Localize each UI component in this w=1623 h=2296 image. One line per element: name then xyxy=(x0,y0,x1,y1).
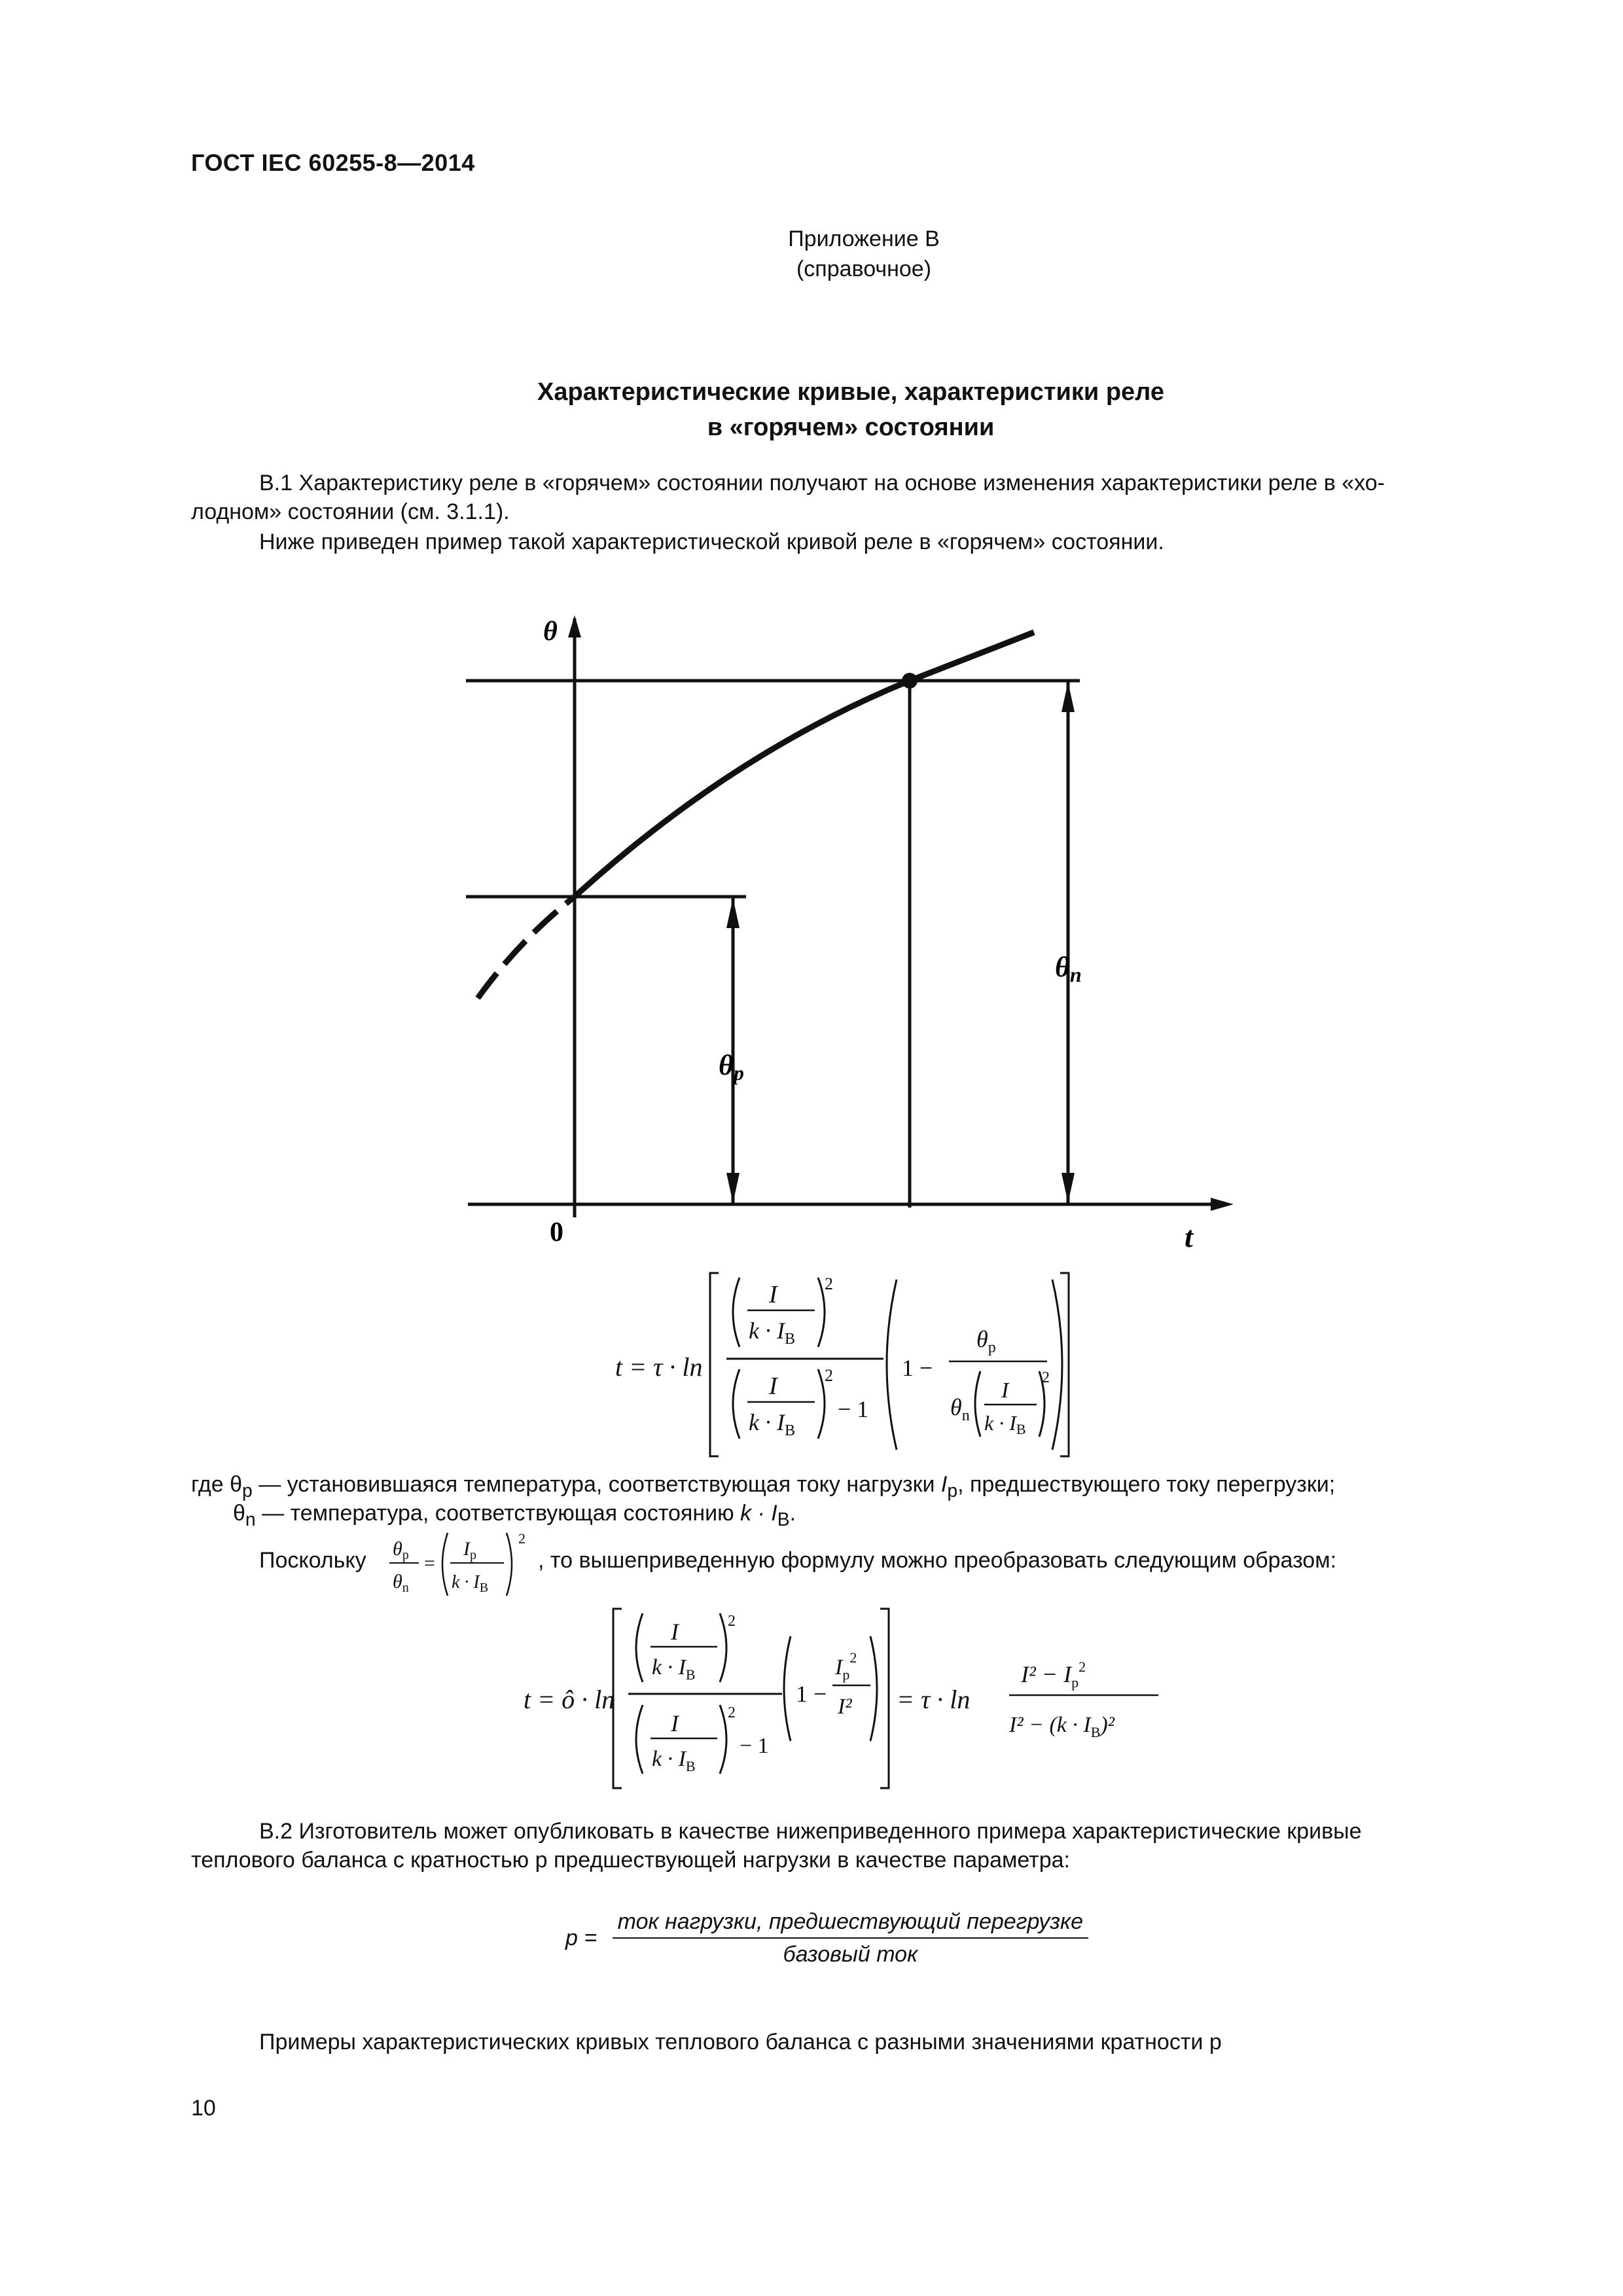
formula2-den-I: I xyxy=(671,1710,679,1736)
formula2-den-sq: 2 xyxy=(728,1704,736,1721)
formula1-den-sq: 2 xyxy=(825,1366,833,1385)
where-theta-p-symbol: где θ xyxy=(191,1472,242,1497)
page-number: 10 xyxy=(191,2096,216,2121)
p-numerator: ток нагрузки, предшествующий перегрузке xyxy=(613,1906,1088,1939)
p-fraction xyxy=(613,1906,1088,1970)
where-theta-n-text: — температура, соответствующая состоянию xyxy=(255,1501,741,1526)
formula1-inner-sq: 2 xyxy=(1042,1369,1050,1386)
formula1-num-I: I xyxy=(769,1281,777,1308)
formula1-num-sq: 2 xyxy=(825,1274,833,1293)
formula1-one-minus: 1 − xyxy=(902,1355,933,1381)
formula-1 xyxy=(602,1263,1113,1466)
where-theta-n-tail: . xyxy=(789,1501,796,1526)
section-title xyxy=(39,374,1623,445)
theta-p-label: θp xyxy=(719,1049,744,1085)
annex-label: Приложение В xyxy=(788,226,940,251)
annex-heading xyxy=(52,224,1623,284)
formula2-one-minus: 1 − xyxy=(796,1681,827,1707)
p-eq: p = xyxy=(565,1925,597,1950)
formula2-den-kIB: $k \cdot I_B$ xyxy=(652,1747,696,1774)
where-theta-n-var: k · I xyxy=(740,1501,777,1526)
formula2-num-I: I xyxy=(671,1619,679,1645)
b2-line1: В.2 Изготовитель может опубликовать в качестве нижеприведенного примера характеристические кривые xyxy=(259,1819,1362,1844)
formula2-Ip-sq: $I_p^2$ xyxy=(835,1649,857,1683)
ratio-theta-n: $\theta_n$ xyxy=(393,1571,409,1595)
origin-label: 0 xyxy=(550,1217,563,1247)
examples-line: Примеры характеристических кривых теплового баланса с разными значениями кратности p xyxy=(259,2030,1222,2054)
section-title-line2: в «горячем» состоянии xyxy=(707,414,995,441)
formula2-lhs: t = ô · ln xyxy=(524,1685,615,1714)
formula2-rhs-num: $I^2 - I_p^2$ xyxy=(1021,1659,1086,1691)
formula2-I-sq: I² xyxy=(838,1695,852,1719)
formula1-lhs: t = τ · ln xyxy=(615,1352,703,1382)
theta-p-arrow-bottom xyxy=(726,1173,740,1203)
where-theta-p-var: I xyxy=(940,1472,948,1497)
p-denominator: базовый ток xyxy=(783,1942,918,1967)
formula2-right-bracket xyxy=(880,1609,889,1788)
where-theta-n-sub: n xyxy=(245,1509,256,1530)
theta-n-arrow-top xyxy=(1061,682,1075,712)
formula2-minus-one: − 1 xyxy=(740,1734,769,1758)
x-axis-label: t xyxy=(1185,1220,1193,1253)
where-theta-p-text: — установившаяся температура, соответствующая току нагрузки xyxy=(252,1472,941,1497)
formula1-theta-p: $\theta_p$ xyxy=(976,1326,996,1356)
since-prefix: Поскольку xyxy=(259,1548,366,1573)
ratio-kIB: $k \cdot I_B$ xyxy=(452,1572,489,1595)
ratio-theta-p: $\theta_p$ xyxy=(393,1538,409,1562)
ratio-Ip: $I_p$ xyxy=(463,1538,476,1562)
b1-line2: лодном» состоянии (см. 3.1.1). xyxy=(191,499,510,524)
where-theta-n-symbol: θ xyxy=(233,1501,245,1526)
formula-2 xyxy=(517,1604,1171,1793)
y-axis-label: θ xyxy=(543,617,558,647)
ratio-formula xyxy=(386,1525,537,1604)
formula1-den-I: I xyxy=(769,1372,777,1400)
formula2-num-sq: 2 xyxy=(728,1613,736,1630)
formula1-den-kIB: $k \cdot I_B$ xyxy=(749,1409,795,1439)
annex-kind: (справочное) xyxy=(796,257,932,281)
intersection-point xyxy=(902,673,918,689)
b1-example: Ниже приведен пример такой характеристической кривой реле в «горячем» состоянии. xyxy=(259,529,1164,554)
where-theta-p-sub: p xyxy=(241,1480,253,1501)
curve-dashed-segment xyxy=(478,897,575,998)
theta-n-label: θn xyxy=(1055,951,1082,986)
p-definition xyxy=(565,1906,1088,1970)
formula1-inner-I: I xyxy=(1001,1378,1009,1403)
section-title-line1: Характеристические кривые, характеристики реле xyxy=(537,378,1164,406)
hot-state-characteristic-figure xyxy=(458,609,1243,1257)
ratio-eq: = xyxy=(424,1552,435,1574)
formula1-inner-kIB: k · IB xyxy=(984,1411,1026,1437)
where-theta-p-var-sub: p xyxy=(947,1480,958,1501)
theta-n-arrow-bottom xyxy=(1061,1173,1075,1203)
b1-line1: В.1 Характеристику реле в «горячем» состоянии получают на основе изменения характеристики реле в «хо- xyxy=(259,471,1385,495)
curve-solid-segment xyxy=(575,632,1034,897)
formula1-num-kIB: $k \cdot I_B$ xyxy=(749,1318,795,1348)
b2-line2: теплового баланса с кратностью p предшествующей нагрузки в качестве параметра: xyxy=(191,1848,1070,1873)
where-theta-p-tail: , предшествующего току перегрузки; xyxy=(957,1472,1336,1497)
x-axis-arrowhead xyxy=(1211,1198,1234,1211)
formula1-minus-one: − 1 xyxy=(838,1396,869,1422)
ratio-sq: 2 xyxy=(518,1530,526,1547)
since-tail: , то вышеприведенную формулу можно преобразовать следующим образом: xyxy=(538,1548,1337,1573)
formula2-num-kIB: $k \cdot I_B$ xyxy=(652,1655,696,1683)
standard-header: ГОСТ IEC 60255-8—2014 xyxy=(191,149,475,176)
theta-p-arrow-top xyxy=(726,898,740,928)
formula1-left-bracket xyxy=(710,1273,719,1456)
formula1-theta-n: $\theta_n$ xyxy=(950,1394,970,1424)
where-theta-n-var-sub: B xyxy=(777,1509,790,1530)
y-axis-arrowhead xyxy=(568,615,581,637)
formula2-rhs-den: $I^2 - (k \cdot I_B)^2$ xyxy=(1009,1713,1115,1740)
formula2-rhs-eq: = τ · ln xyxy=(897,1685,971,1714)
